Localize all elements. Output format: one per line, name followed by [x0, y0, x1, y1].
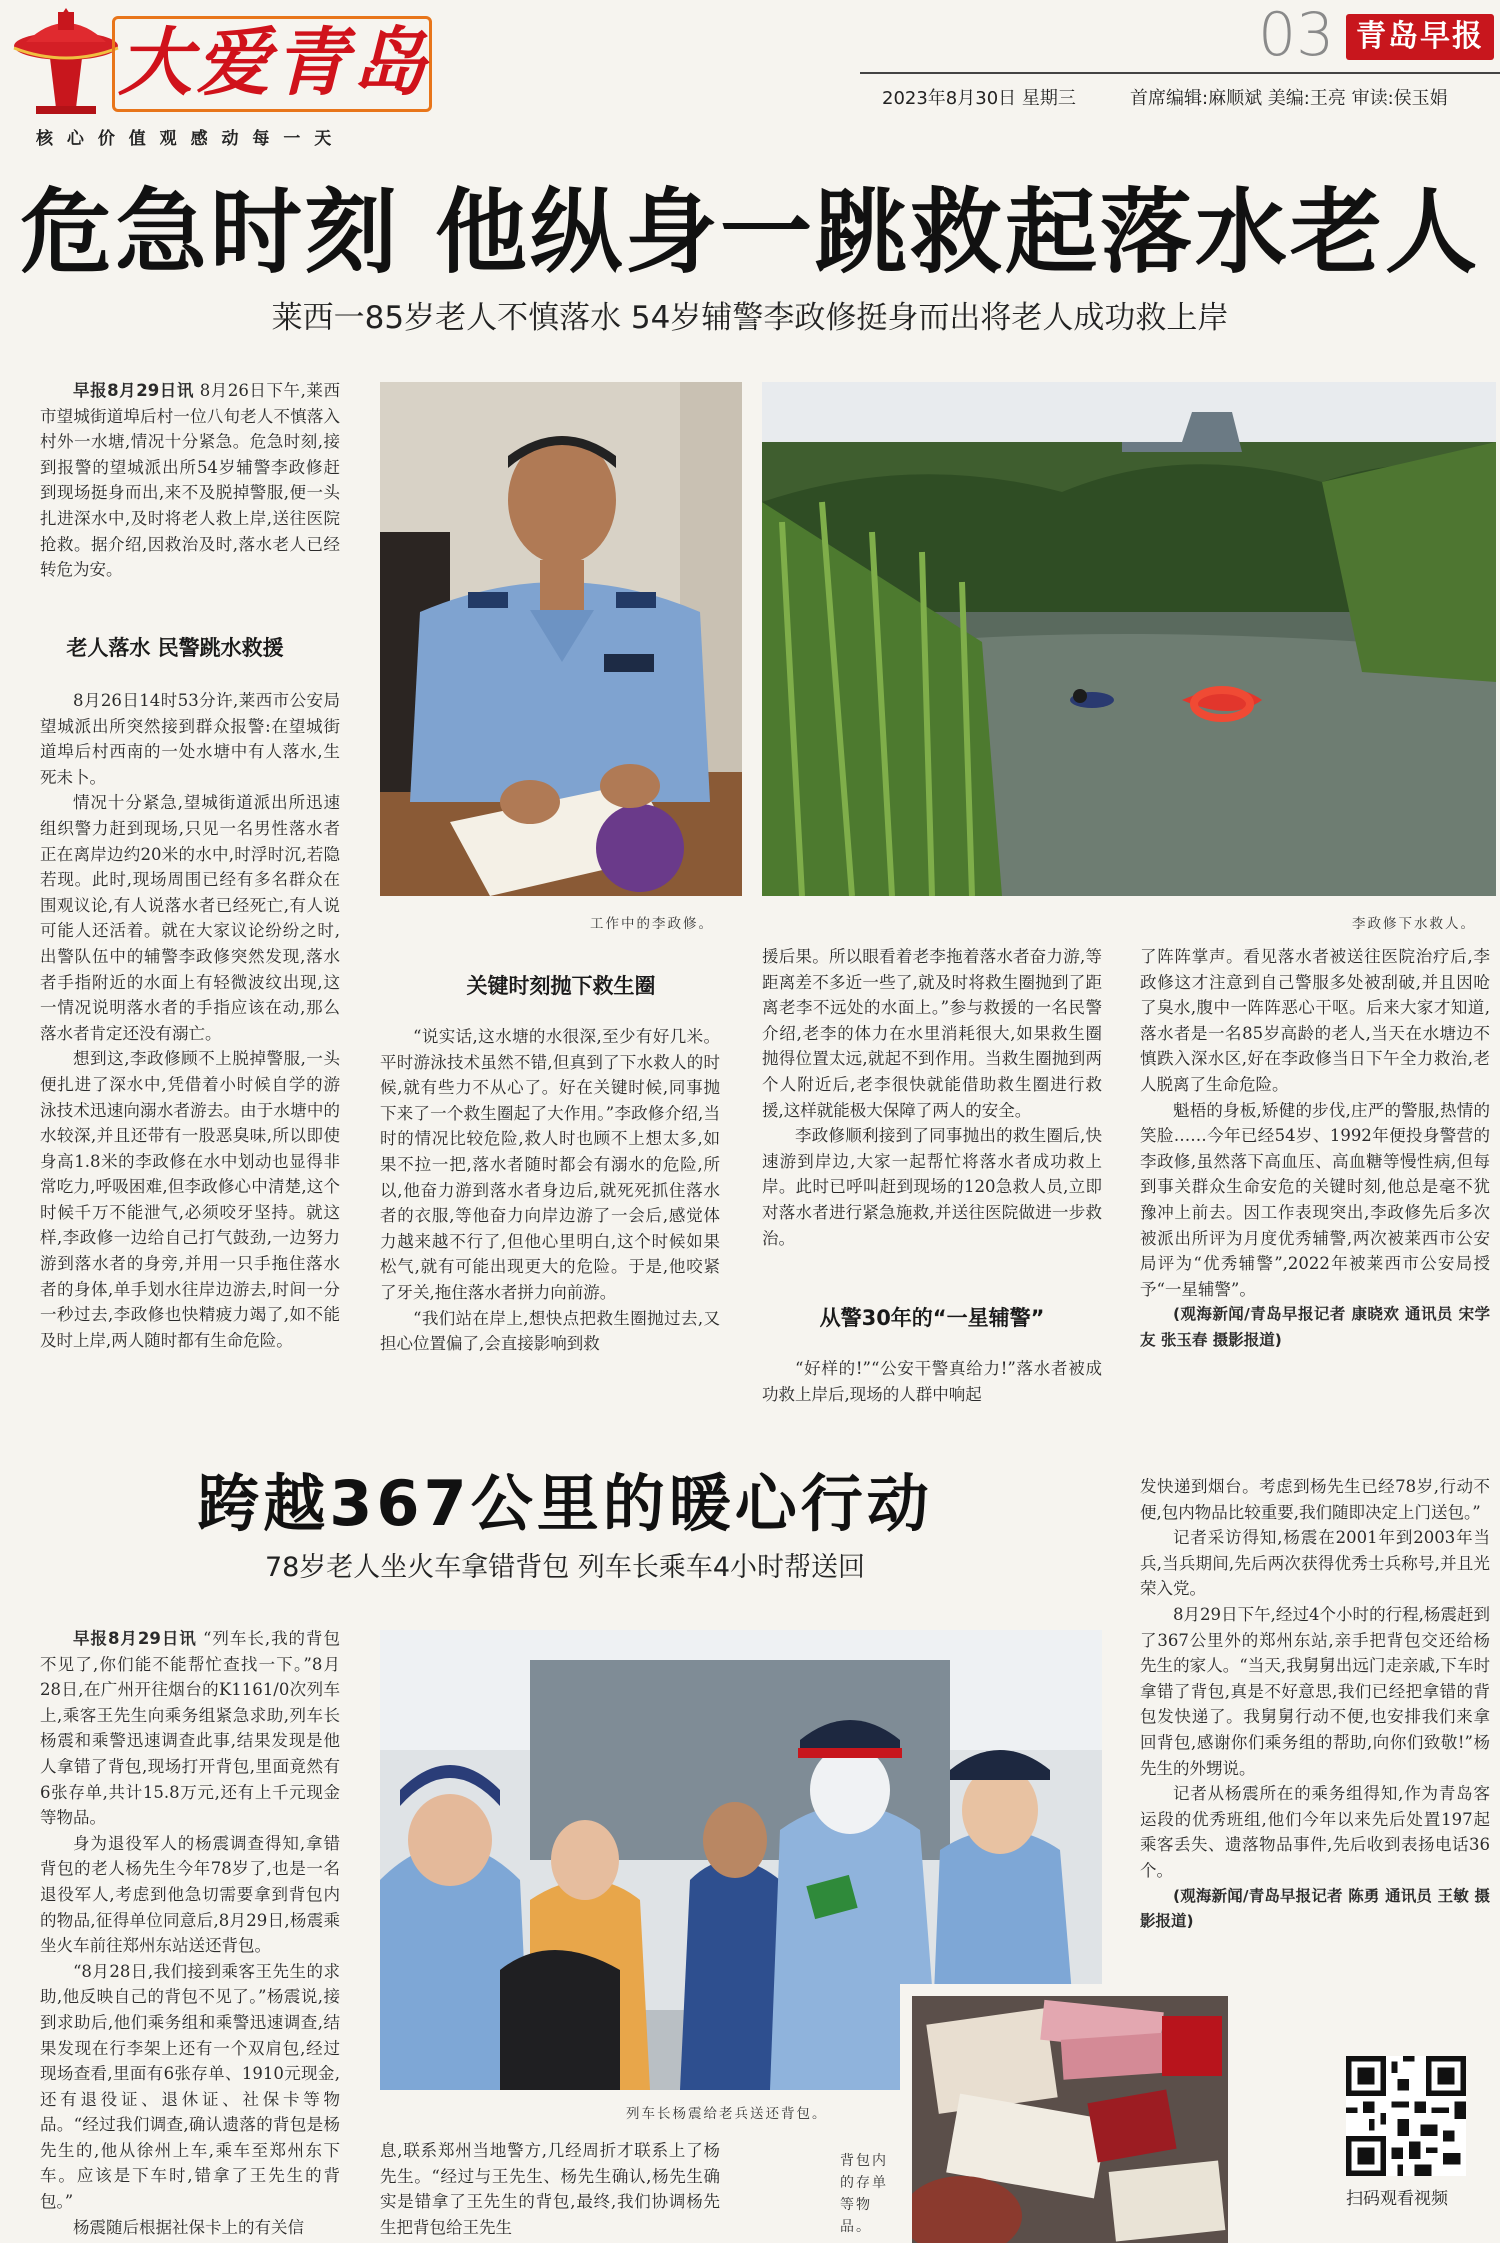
train-station-photo-caption: 列车长杨震给老兵送还背包。 — [626, 2106, 828, 2122]
article1-subhead: 莱西一85岁老人不慎落水 54岁辅警李政修挺身而出将老人成功救上岸 — [271, 300, 1229, 336]
date-line: 2023年8月30日 星期三 — [882, 88, 1076, 109]
article2-byline: (观海新闻/青岛早报记者 陈勇 通讯员 王敏 摄影报道) — [1140, 1886, 1490, 1931]
article2-subhead: 78岁老人坐火车拿错背包 列车长乘车4小时帮送回 — [264, 1552, 866, 1583]
article1-byline: (观海新闻/青岛早报记者 康晓欢 通讯员 宋学友 张玉春 摄影报道) — [1140, 1305, 1490, 1349]
officer-photo — [380, 382, 742, 896]
article1-col4-body: 了阵阵掌声。看见落水者被送往医院治疗后,李政修这才注意到自己警服多处被刮破,并且因呛了臭水,腹中一阵阵恶心干呕。后来大家才知道,落水者是一名85岁高龄的老人,当天在水塘边不慎跌入深水区,好在李政修当日下午全力救治,老人脱离了生命危险。 魁梧的身板,矫健的步伐,庄严的警服,热情的笑脸……今年已经54岁、1992年便投身警营的李政修,虽然落下高血压、高血糖等慢性病,但每到事关群众生命安危的关键时刻,他总是毫不犹豫冲上前去。因工作表现突出,李政修先后多次被派出所评为月度优秀辅警,两次被莱西市公安局评为“优秀辅警”,2022年被莱西市公安局授予“一星辅警”。 (观海新闻/青岛早报记者 康晓欢 通讯员 宋学友 张玉春 摄影报道) — [1140, 944, 1490, 1354]
article2-col1-body: 早报8月29日讯 “列车长,我的背包不见了,你们能不能帮忙查找一下。”8月28日,在广州开往烟台的K1161/0次列车上,乘客王先生向乘务组紧急求助,列车长杨震和乘警迅速调查此事,结果发现是他人拿错了背包,现场打开背包,里面竟然有6张存单,共计15.8万元,还有上千元现金等物品。 身为退役军人的杨震调查得知,拿错背包的老人杨先生今年78岁了,也是一名退役军人,考虑到他急切需要拿到背包内的物品,征得单位同意后,8月29日,杨震乘坐火车前往郑州东站送还背包。 “8月28日,我们接到乘客王先生的求助,他反映自己的背包不见了。”杨震说,接到求助后,他们乘务组和乘警迅速调查,结果发现在行李架上还有一个双肩包,经过现场查看,里面有6张存单、1910元现金,还有退役证、退休证、社保卡等物品。“经过我们调查,确认遗落的背包是杨先生的,他从徐州上车,乘车至郑州东下车。应该是下车时,错拿了王先生的背包。” 杨震随后根据社保卡上的有关信 — [40, 1629, 341, 2237]
rescue-photo-caption: 李政修下水救人。 — [1352, 916, 1476, 932]
documents-photo-caption: 背包内的存单等物品。 — [840, 2153, 888, 2235]
article2-headline: 跨越367公里的暖心行动 — [197, 1467, 933, 1540]
paper-name-badge: 青岛早报 — [1346, 14, 1494, 60]
officer-photo-caption: 工作中的李政修。 — [590, 916, 714, 932]
logo-text: 大爱青岛 — [118, 20, 430, 106]
page-number: 03 — [1258, 0, 1335, 70]
slogan: 核 心 价 值 观 感 动 每 一 天 — [36, 129, 336, 149]
rescue-photo — [762, 382, 1496, 896]
article1-col3-tail: “好样的!”“公安干警真给力!”落水者被成功救上岸后,现场的人群中响起 — [762, 1359, 1102, 1404]
documents-photo — [912, 1996, 1228, 2243]
article2-col2-body: 息,联系郑州当地警方,几经周折才联系上了杨先生。“经过与王先生、杨先生确认,杨先生确实是错拿了王先生的背包,最终,我们协调杨先生把背包给王先生 — [380, 2141, 720, 2237]
article1-col2-body: “说实话,这水塘的水很深,至少有好几米。平时游泳技术虽然不错,但真到了下水救人的时候,就有些力不从心了。好在关键时候,同事抛下来了一个救生圈起了大作用。”李政修介绍,当时的情况比较危险,救人时也顾不上想太多,如果不拉一把,落水者随时都会有溺水的危险,所以,他奋力游到落水者身边后,就死死抓住落水者的衣服,等他奋力向岸边游了一会后,感觉体力越来越不行了,但他心里明白,这个时候如果松气,就有可能出现更大的危险。于是,他咬紧了牙关,拖住落水者拼力向前游。 “我们站在岸上,想快点把救生圈抛过去,又担心位置偏了,会直接影响到救 — [380, 1027, 720, 1354]
qr-code[interactable] — [1346, 2056, 1466, 2176]
article1-section1-title: 老人落水 民警跳水救援 — [66, 636, 284, 660]
article1-headline: 危急时刻 他纵身一跳救起落水老人 — [19, 179, 1481, 286]
qr-label: 扫码观看视频 — [1346, 2189, 1448, 2209]
article1-section3-title: 从警30年的“一星辅警” — [819, 1306, 1045, 1330]
article1-col3-body: 援后果。所以眼看着老李拖着落水者奋力游,等距离差不多近一些了,就及时将救生圈抛到了距离老李不远处的水面上。”参与救援的一名民警介绍,老李的体力在水里消耗很大,如果救生圈抛得位置太远,就起不到作用。当救生圈抛到两个人附近后,老李很快就能借助救生圈进行救援,这样就能极大保障了两人的安全。 李政修顺利接到了同事抛出的救生圈后,快速游到岸边,大家一起帮忙将落水者成功救上岸。此时已呼叫赶到现场的120急救人员,立即对落水者进行紧急施救,并送往医院做进一步救治。 — [762, 947, 1102, 1248]
masthead — [0, 0, 1500, 149]
tower-logo-icon — [6, 8, 126, 118]
dateline: 早报8月29日讯 — [73, 381, 194, 400]
masthead-rule — [860, 72, 1500, 74]
article2-col4-body: 发快递到烟台。考虑到杨先生已经78岁,行动不便,包内物品比较重要,我们随即决定上门送包。” 记者采访得知,杨震在2001年到2003年当兵,当兵期间,先后两次获得优秀士兵称号,并且光荣入党。 8月29日下午,经过4个小时的行程,杨震赶到了367公里外的郑州东站,亲手把背包交还给杨先生的家人。“当天,我舅舅出远门走亲戚,下车时拿错了背包,真是不好意思,我们已经把拿错的背包发快递了。我舅舅行动不便,也安排我们来拿回背包,感谢你们乘务组的帮助,向你们致敬!”杨先生的外甥说。 记者从杨震所在的乘务组得知,作为青岛客运段的优秀班组,他们今年以来先后处置197起乘客丢失、遗落物品事件,先后收到表扬电话36个。 (观海新闻/青岛早报记者 陈勇 通讯员 王敏 摄影报道) — [1140, 1474, 1490, 1935]
article1-col1-body: 8月26日14时53分许,莱西市公安局望城派出所突然接到群众报警:在望城街道埠后村西南的一处水塘中有人落水,生死未卜。 情况十分紧急,望城街道派出所迅速组织警力赶到现场,只见一名男性落水者正在离岸边约20米的水中,时浮时沉,若隐若现。此时,现场周围已经有多名群众在围观议论,有人说落水者已经死亡,有人说可能人还活着。就在大家议论纷纷之时,出警队伍中的辅警李政修突然发现,落水者手指附近的水面上有轻微波纹出现,这一情况说明落水者的手指应该在动,那么落水者肯定还没有溺亡。 想到这,李政修顾不上脱掉警服,一头便扎进了深水中,凭借着小时候自学的游泳技术迅速向溺水者游去。由于水塘中的水较深,并且还带有一股恶臭味,所以即使身高1.8米的李政修在水中划动也显得非常吃力,呼吸困难,但李政修心中清楚,这个时候千万不能泄气,必须咬牙坚持。就这样,李政修一边给自己打气鼓劲,一边努力游到落水者的身旁,并用一只手拖住落水者的身体,单手划水往岸边游去,时间一分一秒过去,李政修也快精疲力竭了,如不能及时上岸,两人随时都有生命危险。 — [40, 691, 340, 1350]
article1-col1-intro: 早报8月29日讯 8月26日下午,莱西市望城街道埠后村一位八旬老人不慎落入村外一水塘,情况十分紧急。危急时刻,接到报警的望城派出所54岁辅警李政修赶到现场挺身而出,来不及脱掉警服,便一头扎进深水中,及时将老人救上岸,送往医院抢救。据介绍,因救治及时,落水老人已经转危为安。 — [40, 381, 340, 580]
article1-section2-title: 关键时刻抛下救生圈 — [466, 974, 656, 998]
editors-line: 首席编辑:麻顺斌 美编:王亮 审读:侯玉娟 — [1130, 88, 1448, 109]
